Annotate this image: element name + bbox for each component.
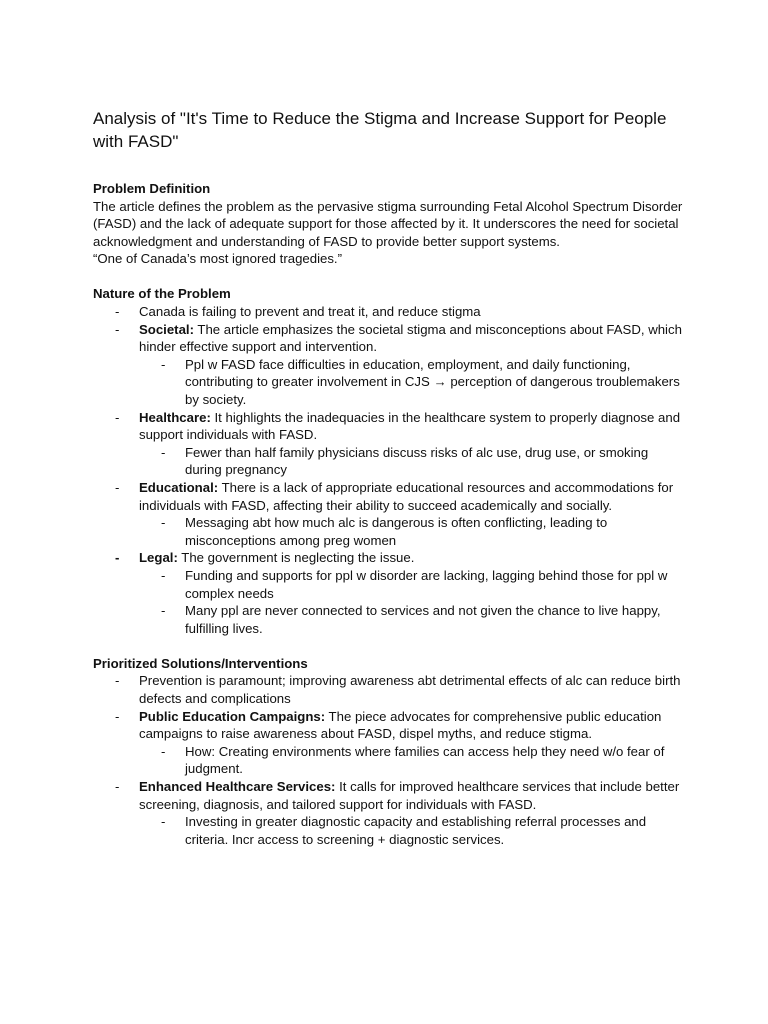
sub-list [139,356,683,409]
dash-bullet: - [115,673,120,689]
sub-item-text: Funding and supports for ppl w disorder are lacking, lagging behind those for ppl w complex needs [185,567,668,601]
nature-section [93,285,683,637]
problem-definition-section [93,180,683,268]
sub-list-item [139,356,683,409]
sub-item-text: Messaging abt how much alc is dangerous is often conflicting, leading to misconceptions among preg women [185,515,608,548]
problem-definition-paragraph: The article defines the problem as the pervasive stigma surrounding Fetal Alcohol Spectrum Disorder (FASD) and the lack of adequate support for those affected by it. It underscores the need for societal acknowledgment and understanding of FASD to provide better support systems. [93,198,683,249]
nature-list [93,303,683,637]
sub-item-text: How: Creating environments where families can access help they need w/o fear of judgment. [185,743,665,777]
dash-bullet: - [115,550,120,566]
sub-list-item [139,602,683,637]
sub-list-item [139,514,683,549]
item-label: Enhanced Healthcare Services: [139,779,336,794]
problem-definition-heading: Problem Definition [93,181,211,196]
dash-bullet: - [115,779,120,794]
sub-list [139,813,683,848]
document-title: Analysis of "It's Time to Reduce the Stigma and Increase Support for People with FASD" [93,109,667,151]
dash-bullet: - [161,515,166,531]
item-text: The article emphasizes the societal stigma and misconceptions about FASD, which hinder effective support and intervention. [139,321,682,355]
sub-list [139,743,683,778]
list-item [93,321,683,409]
item-text: Canada is failing to prevent and treat it, and reduce stigma [139,304,481,320]
item-label: Legal: [139,550,178,566]
list-item [93,672,683,707]
dash-bullet: - [115,409,120,425]
sub-list-item [139,567,683,602]
item-text: It highlights the inadequacies in the healthcare system to properly diagnose and support individuals with FASD. [139,409,681,443]
sub-item-text: Fewer than half family physicians discuss risks of alc use, drug use, or smoking during pregnancy [185,444,649,478]
item-label: Healthcare: [139,409,211,425]
list-item [93,303,683,321]
list-item [93,549,683,637]
sub-list [139,444,683,479]
dash-bullet: - [161,567,166,583]
solutions-list [93,672,683,848]
item-label: Public Education Campaigns: [139,708,326,724]
list-item [93,708,683,778]
nature-heading: Nature of the Problem [93,286,231,302]
sub-item-text: Many ppl are never connected to services and not given the chance to live happy, fulfilling lives. [185,603,661,636]
dash-bullet: - [115,480,120,495]
dash-bullet: - [161,444,166,460]
item-text: The government is neglecting the issue. [177,550,415,566]
sub-item-text: Investing in greater diagnostic capacity and establishing referral processes and criteria. Incr access to screening + diagnostic services. [185,814,647,847]
dash-bullet: - [161,814,166,830]
item-text: There is a lack of appropriate educational resources and accommodations for individuals with FASD, affecting their ability to succeed academically and socially. [139,480,674,513]
sub-list-item [139,444,683,479]
item-label: Educational: [139,480,219,495]
solutions-heading: Prioritized Solutions/Interventions [93,655,308,671]
dash-bullet: - [161,743,166,759]
list-item [93,409,683,479]
list-item [93,778,683,848]
sub-list-item [139,743,683,778]
sub-item-text: Ppl w FASD face difficulties in education, employment, and daily functioning, contributing to greater involvement in CJS → perception of dangerous troublemakers by society. [185,356,680,408]
list-item [93,479,683,549]
sub-list [139,567,683,637]
dash-bullet: - [161,356,166,372]
dash-bullet: - [115,304,120,320]
dash-bullet: - [161,603,166,619]
dash-bullet: - [115,321,120,337]
item-label: Societal: [139,321,194,337]
sub-list-item [139,813,683,848]
item-text: It calls for improved healthcare services that include better screening, diagnosis, and tailored support for individuals with FASD. [139,779,680,812]
item-text: Prevention is paramount; improving awareness abt detrimental effects of alc can reduce birth defects and complications [139,673,681,707]
document-page [93,107,683,866]
problem-definition-quote: “One of Canada’s most ignored tragedies.” [93,251,342,267]
solutions-section [93,655,683,849]
item-text: The piece advocates for comprehensive public education campaigns to raise awareness about FASD, dispel myths, and reduce stigma. [139,708,662,742]
dash-bullet: - [115,708,120,724]
sub-list [139,514,683,549]
